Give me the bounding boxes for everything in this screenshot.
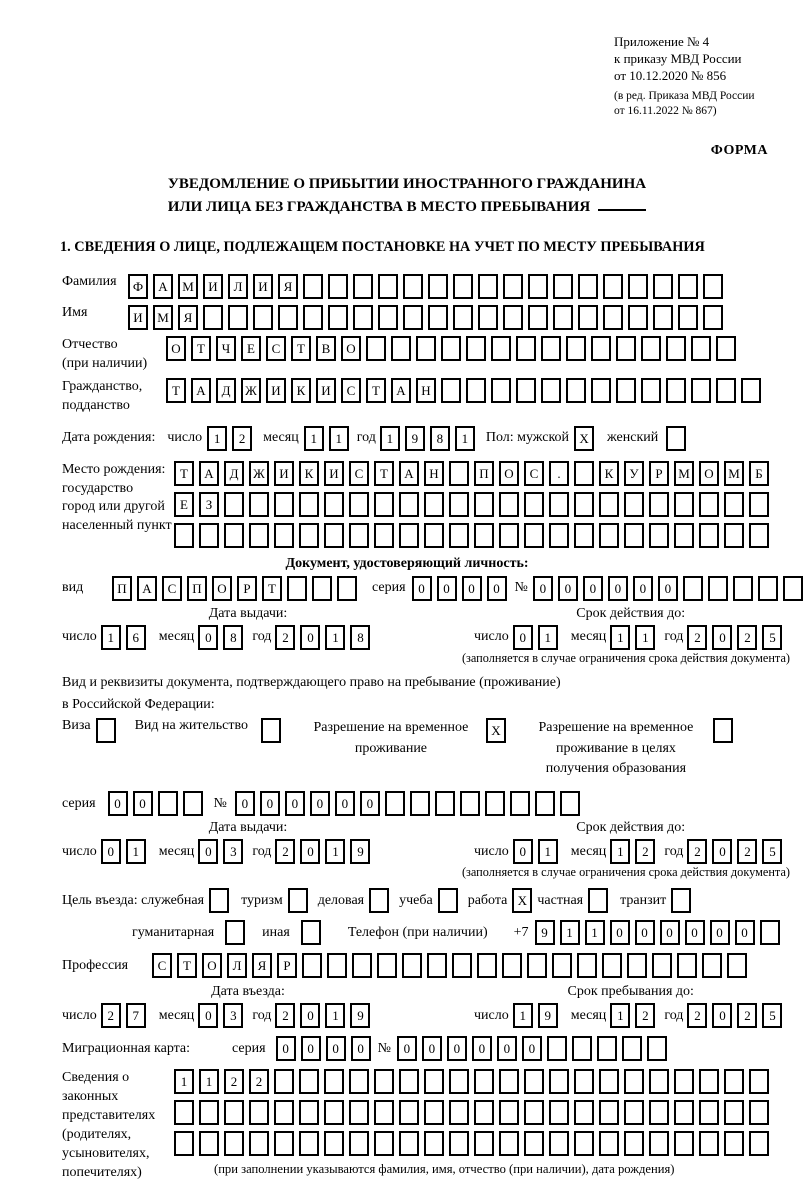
stay-month-boxes[interactable]: 1 2 bbox=[610, 1003, 660, 1028]
year-label: год bbox=[356, 430, 376, 446]
month-label: месяц bbox=[263, 430, 299, 446]
annex-line: от 10.12.2020 № 856 bbox=[614, 67, 727, 83]
doc-kind-boxes[interactable]: П А С П О Р Т bbox=[112, 576, 362, 601]
purpose-business-label: деловая bbox=[317, 892, 365, 908]
representatives-section bbox=[62, 1069, 792, 1182]
purpose-work-checkbox[interactable]: X bbox=[512, 888, 537, 913]
sex-male-label: Пол: мужской bbox=[485, 430, 570, 446]
representatives-row1-boxes[interactable]: 1 1 2 2 bbox=[174, 1069, 774, 1094]
birth-place-label: Место рождения: государство город или другой населенный пункт bbox=[62, 461, 172, 534]
patronymic-row bbox=[62, 336, 792, 374]
stay-year-boxes[interactable]: 2 0 2 5 bbox=[687, 1003, 787, 1028]
residence-permit-label: Вид на жительство bbox=[134, 718, 248, 734]
birth-place-section bbox=[62, 461, 792, 554]
annex-line: к приказу МВД России bbox=[614, 50, 742, 66]
birth-year-boxes[interactable]: 1 9 8 1 bbox=[380, 426, 480, 451]
birth-date-label: Дата рождения: bbox=[62, 430, 156, 446]
purpose-tourism-checkbox[interactable] bbox=[288, 888, 313, 913]
doc-valid-fields: число 0 1 месяц 1 1 год 2 0 2 5 bbox=[474, 625, 787, 650]
representatives-row2-boxes[interactable] bbox=[174, 1100, 774, 1125]
temp-residence-checkbox[interactable]: X bbox=[486, 718, 511, 743]
if-available-label: (при наличии) bbox=[62, 355, 148, 371]
migration-card-row bbox=[62, 1036, 792, 1061]
section1-heading: 1. СВЕДЕНИЯ О ЛИЦЕ, ПОДЛЕЖАЩЕМ ПОСТАНОВКЕ НА УЧЕТ ПО МЕСТУ ПРЕБЫВАНИЯ bbox=[60, 239, 705, 256]
form-title-line2: ИЛИ ЛИЦА БЕЗ ГРАЖДАНСТВА В МЕСТО ПРЕБЫВАНИЯ bbox=[22, 196, 792, 219]
visa-checkbox[interactable] bbox=[96, 718, 121, 743]
day-label: число bbox=[167, 430, 203, 446]
entry-date-label: Дата въезда: bbox=[211, 984, 285, 1000]
name-label: Имя bbox=[62, 305, 88, 321]
sex-male-checkbox[interactable]: X bbox=[574, 426, 599, 451]
right-doc-text: Вид и реквизиты документа, подтверждающего право на пребывание (проживание) в Российской Федерации: bbox=[62, 674, 561, 712]
annex-block bbox=[614, 34, 792, 85]
representatives-note: (при заполнении указываются фамилия, имя, отчество (при наличии), дата рождения) bbox=[214, 1162, 675, 1177]
purpose-tourism-label: туризм bbox=[241, 892, 283, 908]
doc-valid-year-boxes[interactable]: 2 0 2 5 bbox=[687, 625, 787, 650]
mc-series-label: серия bbox=[232, 1040, 266, 1056]
title-blank-underline bbox=[598, 209, 646, 211]
doc-valid-day-boxes[interactable]: 0 1 bbox=[513, 625, 563, 650]
doc-issue-day-boxes[interactable]: 1 6 bbox=[101, 625, 151, 650]
form-title bbox=[22, 173, 792, 220]
temp-residence-edu-checkbox[interactable] bbox=[713, 718, 738, 743]
right-doc-options-row bbox=[62, 718, 792, 779]
purpose-row bbox=[62, 888, 792, 913]
entry-month-boxes[interactable]: 0 3 bbox=[198, 1003, 248, 1028]
birth-month-boxes[interactable]: 1 1 bbox=[304, 426, 354, 451]
doc-issue-year-boxes[interactable]: 2 0 1 8 bbox=[275, 625, 375, 650]
rp-valid-day-boxes[interactable]: 0 1 bbox=[513, 839, 563, 864]
citizenship-row bbox=[62, 378, 792, 416]
stay-until-fields: число 1 9 месяц 1 2 год 2 0 2 5 bbox=[474, 1003, 787, 1028]
entry-dates-row bbox=[62, 984, 792, 1028]
validity-note-2: (заполняется в случае ограничения срока действия документа) bbox=[461, 865, 790, 880]
entry-year-boxes[interactable]: 2 0 1 9 bbox=[275, 1003, 375, 1028]
phone-boxes[interactable]: 9 1 1 0 0 0 0 0 0 bbox=[535, 920, 785, 945]
sex-female-label: женский bbox=[607, 430, 659, 446]
surname-boxes[interactable]: Ф А М И Л И Я bbox=[128, 274, 728, 299]
rp-number-label: № bbox=[213, 795, 227, 811]
birth-place-row3-boxes[interactable] bbox=[174, 523, 774, 548]
profession-label: Профессия bbox=[62, 957, 129, 973]
purpose-study-checkbox[interactable] bbox=[438, 888, 463, 913]
doc-series-boxes[interactable]: 0 0 0 0 bbox=[412, 576, 512, 601]
profession-row bbox=[62, 953, 792, 978]
purpose-business-checkbox[interactable] bbox=[369, 888, 394, 913]
rp-issue-year-boxes[interactable]: 2 0 1 9 bbox=[275, 839, 375, 864]
entry-day-boxes[interactable]: 2 7 bbox=[101, 1003, 151, 1028]
forma-label: ФОРМА bbox=[710, 142, 768, 158]
birth-place-row2-boxes[interactable]: Е З bbox=[174, 492, 774, 517]
citizenship-boxes[interactable]: Т А Д Ж И К И С Т А Н bbox=[166, 378, 766, 403]
doc-valid-group bbox=[434, 606, 787, 650]
right-doc-series-row bbox=[62, 791, 792, 816]
doc-number-label: № bbox=[514, 580, 528, 596]
surname-row bbox=[62, 274, 792, 299]
purpose-other-checkbox[interactable] bbox=[301, 920, 326, 945]
purpose-private-label: частная bbox=[537, 892, 584, 908]
stay-until-label: Срок пребывания до: bbox=[567, 984, 694, 1000]
rp-valid-fields: число 0 1 месяц 1 2 год 2 0 2 5 bbox=[474, 839, 787, 864]
annex-note-line: (в ред. Приказа МВД России bbox=[614, 89, 755, 102]
profession-boxes[interactable]: С Т О Л Я Р bbox=[152, 953, 752, 978]
doc-issue-group bbox=[62, 606, 434, 650]
identity-doc-heading: Документ, удостоверяющий личность: bbox=[285, 555, 529, 571]
rp-issue-month-boxes[interactable]: 0 3 bbox=[198, 839, 248, 864]
visa-label: Виза bbox=[62, 718, 91, 734]
birth-place-row1-boxes[interactable]: Т А Д Ж И К И С Т А Н П О С . К У Р М О М Б bbox=[174, 461, 774, 486]
phone-prefix: +7 bbox=[513, 924, 529, 940]
doc-issue-month-boxes[interactable]: 0 8 bbox=[198, 625, 248, 650]
purpose-work-label: работа bbox=[467, 892, 508, 908]
rp-series-label: серия bbox=[62, 795, 96, 811]
patronymic-boxes[interactable]: О Т Ч Е С Т В О bbox=[166, 336, 741, 361]
stay-until-group bbox=[434, 984, 787, 1028]
mc-series-boxes[interactable]: 0 0 0 0 bbox=[276, 1036, 376, 1061]
name-row bbox=[62, 305, 792, 330]
rp-series-boxes[interactable]: 0 0 bbox=[108, 791, 208, 816]
residence-permit-checkbox[interactable] bbox=[261, 718, 286, 743]
doc-series-label: серия bbox=[372, 580, 406, 596]
doc-number-boxes[interactable]: 0 0 0 0 0 0 bbox=[533, 576, 808, 601]
temp-residence-edu-label: Разрешение на временное проживание в целях получения образования bbox=[538, 720, 694, 776]
doc-issue-fields: число 1 6 месяц 0 8 год 2 0 1 8 bbox=[62, 625, 434, 650]
temp-residence-label: Разрешение на временное проживание bbox=[313, 720, 469, 756]
citizenship-label: Гражданство, подданство bbox=[62, 378, 143, 413]
birth-day-boxes[interactable]: 1 2 bbox=[207, 426, 257, 451]
doc-kind-label: вид bbox=[62, 580, 84, 596]
purpose-row-2 bbox=[62, 920, 792, 945]
issue-date-label: Дата выдачи: bbox=[208, 605, 288, 621]
purpose-official-checkbox[interactable] bbox=[209, 888, 234, 913]
name-boxes[interactable]: И М Я bbox=[128, 305, 728, 330]
rp-issue-day-boxes[interactable]: 0 1 bbox=[101, 839, 151, 864]
rp-valid-month-boxes[interactable]: 1 2 bbox=[610, 839, 660, 864]
phone-label: Телефон (при наличии) bbox=[347, 924, 488, 940]
annex-note-block bbox=[614, 89, 792, 119]
doc-valid-month-boxes[interactable]: 1 1 bbox=[610, 625, 660, 650]
mc-number-label: № bbox=[377, 1040, 391, 1056]
form-title-line1: УВЕДОМЛЕНИЕ О ПРИБЫТИИ ИНОСТРАННОГО ГРАЖДАНИНА bbox=[167, 175, 647, 192]
purpose-humanitarian-label: гуманитарная bbox=[132, 924, 215, 940]
purpose-other-label: иная bbox=[262, 924, 290, 940]
surname-label: Фамилия bbox=[62, 274, 117, 290]
stay-day-boxes[interactable]: 1 9 bbox=[513, 1003, 563, 1028]
validity-note: (заполняется в случае ограничения срока действия документа) bbox=[461, 650, 790, 665]
rp-number-boxes[interactable]: 0 0 0 0 0 0 bbox=[235, 791, 585, 816]
representatives-row3-boxes[interactable] bbox=[174, 1131, 774, 1156]
identity-doc-row bbox=[62, 576, 792, 601]
annex-line: Приложение № 4 bbox=[614, 34, 710, 49]
annex-note-line: от 16.11.2022 № 867) bbox=[614, 104, 717, 117]
entry-date-fields: число 2 7 месяц 0 3 год 2 0 1 9 bbox=[62, 1003, 434, 1028]
rp-issue-fields: число 0 1 месяц 0 3 год 2 0 1 9 bbox=[62, 839, 434, 864]
birth-place-boxes-stack bbox=[174, 461, 774, 554]
right-doc-dates-row bbox=[62, 820, 792, 864]
patronymic-label: Отчество (при наличии) bbox=[62, 336, 166, 374]
valid-until-label: Срок действия до: bbox=[576, 605, 686, 621]
representatives-boxes-stack bbox=[174, 1069, 774, 1177]
mc-number-boxes[interactable]: 0 0 0 0 0 0 bbox=[397, 1036, 672, 1061]
representatives-label: Сведения о законных представителях (родителях, усыновителях, попечителях) bbox=[62, 1070, 156, 1180]
purpose-official-label: Цель въезда: служебная bbox=[62, 892, 205, 908]
birth-date-row bbox=[62, 426, 792, 451]
rp-valid-year-boxes[interactable]: 2 0 2 5 bbox=[687, 839, 787, 864]
purpose-transit-checkbox[interactable] bbox=[671, 888, 696, 913]
rp-issue-group: Дата выдачи: число 0 1 месяц 0 3 год 2 0 1 9 bbox=[62, 820, 434, 864]
purpose-humanitarian-checkbox[interactable] bbox=[225, 920, 250, 945]
purpose-study-label: учеба bbox=[399, 892, 433, 908]
sex-female-checkbox[interactable] bbox=[666, 426, 691, 451]
entry-date-group bbox=[62, 984, 434, 1028]
purpose-private-checkbox[interactable] bbox=[588, 888, 613, 913]
identity-doc-dates-row bbox=[62, 606, 792, 650]
purpose-transit-label: транзит bbox=[620, 892, 667, 908]
rp-valid-group: Срок действия до: число 0 1 месяц 1 2 год 2 0 2 5 bbox=[434, 820, 787, 864]
migration-card-label: Миграционная карта: bbox=[62, 1040, 191, 1056]
